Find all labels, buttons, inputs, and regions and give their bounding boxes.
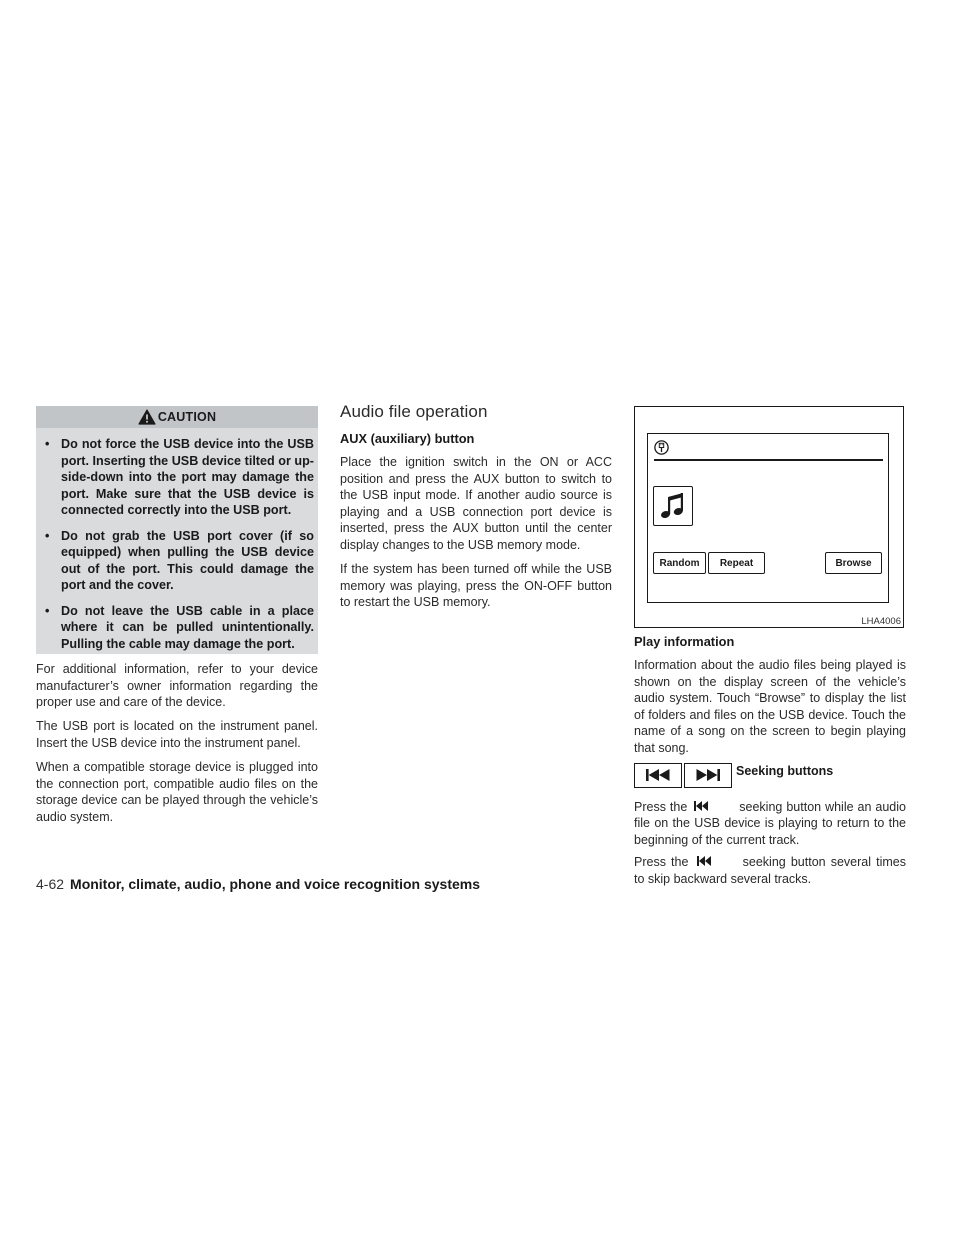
paragraph: Information about the audio files being played is shown on the display screen of the vehicle’s audio system. Touch “Browse” to display the list of folders and files on the USB device. Touch the name of a song on the screen to begin playing that song. bbox=[634, 658, 906, 755]
caution-item-text: Do not grab the USB port cover (if so equipped) when pulling the USB device out of the port. This could damage the port and the cover. bbox=[61, 528, 314, 592]
album-art bbox=[653, 486, 693, 526]
paragraph bbox=[634, 799, 906, 849]
divider bbox=[654, 459, 883, 461]
repeat-button[interactable]: Repeat bbox=[708, 552, 765, 574]
caution-header bbox=[36, 406, 318, 428]
bullet: • bbox=[45, 528, 50, 543]
text: Press the bbox=[634, 855, 689, 870]
page-number: 4-62 bbox=[36, 876, 65, 892]
caution-title: CAUTION bbox=[157, 410, 217, 424]
paragraph: When a compatible storage device is plugged into the connection port, compatible audio files on the storage device can be played through the vehicle’s audio system. bbox=[36, 759, 318, 824]
warning-icon bbox=[138, 409, 156, 425]
text: Press the bbox=[634, 799, 688, 814]
music-note-icon bbox=[659, 491, 687, 521]
text: seeking button while an audio file on the USB device is playing to return to the beginning of the current track. bbox=[634, 799, 906, 847]
caution-box bbox=[36, 406, 318, 654]
bullet: • bbox=[45, 437, 50, 451]
bullet: • bbox=[45, 603, 50, 618]
skip-back-icon bbox=[693, 801, 733, 812]
skip-back-icon bbox=[696, 856, 736, 867]
play-info-heading: Play information bbox=[634, 634, 735, 649]
display-screen bbox=[647, 433, 889, 603]
skip-forward-button[interactable] bbox=[684, 763, 732, 788]
paragraph: For additional information, refer to your device manufacturer’s owner information regarding the proper use and care of the device. bbox=[36, 662, 318, 710]
caution-item-text: Do not leave the USB cable in a place where it can be pulled unintentionally. Pulling the cable may damage the port. bbox=[61, 603, 314, 651]
usb-screen-figure bbox=[634, 406, 904, 628]
paragraph bbox=[634, 854, 906, 887]
skip-forward-icon bbox=[695, 769, 721, 781]
caution-item bbox=[36, 528, 318, 594]
seek-label: Seeking buttons bbox=[736, 763, 834, 778]
browse-button[interactable]: Browse bbox=[825, 552, 882, 574]
paragraph: If the system has been turned off while the USB memory was playing, press the ON-OFF button to restart the USB memory. bbox=[340, 562, 612, 610]
caution-item bbox=[36, 436, 318, 519]
aux-heading: AUX (auxiliary) button bbox=[340, 431, 475, 446]
text: seeking button several times to skip backward several tracks. bbox=[634, 855, 906, 886]
skip-back-icon bbox=[645, 769, 671, 781]
random-button[interactable]: Random bbox=[653, 552, 706, 574]
section-title: Audio file operation bbox=[340, 402, 488, 421]
audio-file-operation-section bbox=[340, 402, 612, 618]
left-paragraphs bbox=[36, 661, 318, 833]
caution-item bbox=[36, 603, 318, 653]
play-information-section bbox=[634, 634, 906, 894]
chapter-title: Monitor, climate, audio, phone and voice recognition systems bbox=[70, 876, 480, 892]
paragraph: The USB port is located on the instrument panel. Insert the USB device into the instrument panel. bbox=[36, 719, 318, 750]
usb-icon bbox=[654, 440, 669, 455]
caution-list bbox=[36, 436, 318, 661]
seeking-buttons-row bbox=[634, 763, 906, 790]
page-footer bbox=[36, 876, 480, 892]
skip-back-button[interactable] bbox=[634, 763, 682, 788]
paragraph: Place the ignition switch in the ON or ACC position and press the AUX button to switch to the USB input mode. If another audio source is playing and a USB connection port device is inserted, press the AUX button until the center display changes to the USB memory mode. bbox=[340, 455, 612, 552]
figure-label: LHA4006 bbox=[861, 616, 901, 627]
caution-item-text: Do not force the USB device into the USB port. Inserting the USB device tilted or up-side-down into the port may damage the port. Make sure that the USB device is connected correctly into the USB port. bbox=[61, 437, 314, 517]
